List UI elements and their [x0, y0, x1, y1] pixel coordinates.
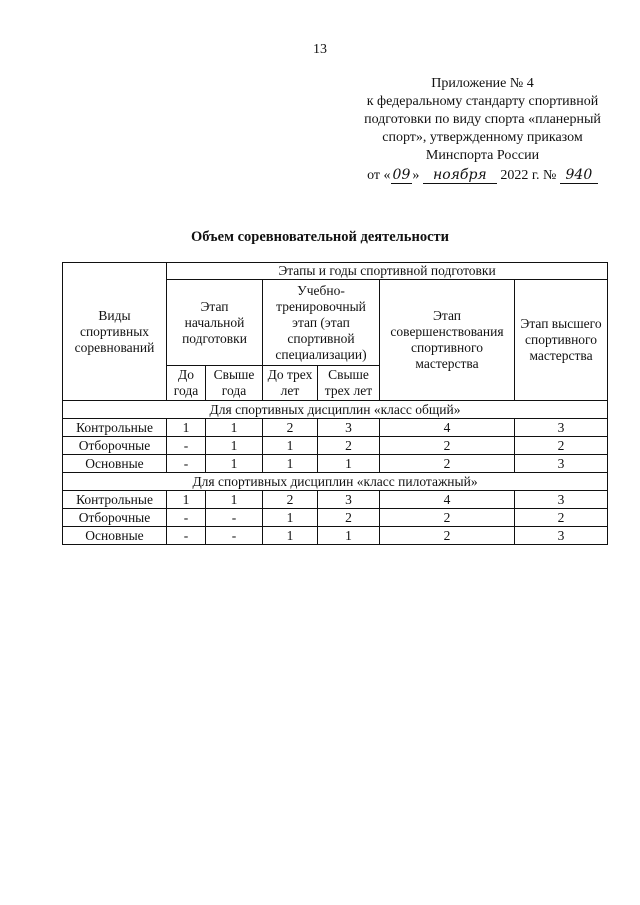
header-over-three-years: Свыше трех лет	[318, 366, 380, 401]
order-date-line	[345, 167, 620, 185]
table-row	[63, 419, 608, 437]
appendix-line: подготовки по виду спорта «планерный	[364, 112, 601, 127]
table-cell: 2	[318, 509, 380, 527]
table-cell: 3	[318, 419, 380, 437]
table-cell: 2	[263, 491, 318, 509]
table-cell: 1	[167, 419, 206, 437]
table-cell: 3	[515, 455, 608, 473]
table-cell: 3	[515, 419, 608, 437]
table-cell: 2	[380, 437, 515, 455]
header-stage-training: Учебно-тренировочный этап (этап спортивной специализации)	[263, 280, 380, 366]
table-cell: 2	[380, 509, 515, 527]
table-cell: -	[167, 455, 206, 473]
handwritten-number: 940	[560, 167, 598, 184]
table-cell: 3	[318, 491, 380, 509]
header-competition-types: Виды спортивных соревнований	[63, 263, 167, 401]
table-cell: -	[206, 527, 263, 545]
table-cell: 1	[167, 491, 206, 509]
table-cell: 2	[380, 527, 515, 545]
row-label: Контрольные	[63, 491, 167, 509]
row-label: Контрольные	[63, 419, 167, 437]
table-cell: 1	[318, 527, 380, 545]
header-up-to-three-years: До трех лет	[263, 366, 318, 401]
table-cell: 2	[318, 437, 380, 455]
date-year: 2022 г. №	[500, 168, 557, 183]
table-row	[63, 491, 608, 509]
table-cell: 1	[263, 437, 318, 455]
appendix-line: спорт», утвержденному приказом	[382, 130, 583, 145]
header-up-to-year: До года	[167, 366, 206, 401]
row-label: Основные	[63, 455, 167, 473]
table-cell: -	[167, 527, 206, 545]
table-cell: 1	[206, 455, 263, 473]
table-cell: 1	[263, 509, 318, 527]
header-stage-initial: Этап начальной подготовки	[167, 280, 263, 366]
table-cell: 2	[515, 509, 608, 527]
table-row	[63, 527, 608, 545]
appendix-line: к федеральному стандарту спортивной	[366, 94, 599, 109]
table-row	[63, 437, 608, 455]
table-row	[63, 509, 608, 527]
date-prefix: от «	[367, 168, 391, 183]
document-title: Объем соревновательной деятельности	[191, 229, 449, 245]
header-stages: Этапы и годы спортивной подготовки	[167, 263, 608, 280]
table-cell: 4	[380, 491, 515, 509]
table-cell: 1	[206, 419, 263, 437]
table-cell: 2	[380, 455, 515, 473]
table-cell: 1	[318, 455, 380, 473]
table-cell: -	[167, 509, 206, 527]
table-cell: 1	[263, 527, 318, 545]
table-cell: -	[167, 437, 206, 455]
section-title: Для спортивных дисциплин «класс общий»	[63, 401, 608, 419]
table-cell: 4	[380, 419, 515, 437]
table-cell: 2	[263, 419, 318, 437]
table-cell: -	[206, 509, 263, 527]
section-title: Для спортивных дисциплин «класс пилотажный»	[63, 473, 608, 491]
appendix-line: Приложение № 4	[431, 76, 534, 91]
table-cell: 2	[515, 437, 608, 455]
header-stage-highest: Этап высшего спортивного мастерства	[515, 280, 608, 401]
table-cell: 1	[206, 437, 263, 455]
page-number: 13	[313, 42, 327, 57]
appendix-line: Минспорта России	[425, 148, 540, 163]
table-cell: 3	[515, 491, 608, 509]
row-label: Основные	[63, 527, 167, 545]
competition-volume-table	[62, 262, 608, 545]
handwritten-month: ноября	[423, 167, 497, 184]
handwritten-day: 09	[392, 167, 411, 183]
date-mid: »	[412, 168, 420, 183]
table-cell: 3	[515, 527, 608, 545]
header-stage-improvement: Этап совершенствования спортивного мастерства	[380, 280, 515, 401]
row-label: Отборочные	[63, 509, 167, 527]
table-cell: 1	[206, 491, 263, 509]
header-over-year: Свыше года	[206, 366, 263, 401]
appendix-block	[345, 75, 620, 185]
table-row	[63, 455, 608, 473]
row-label: Отборочные	[63, 437, 167, 455]
table-cell: 1	[263, 455, 318, 473]
